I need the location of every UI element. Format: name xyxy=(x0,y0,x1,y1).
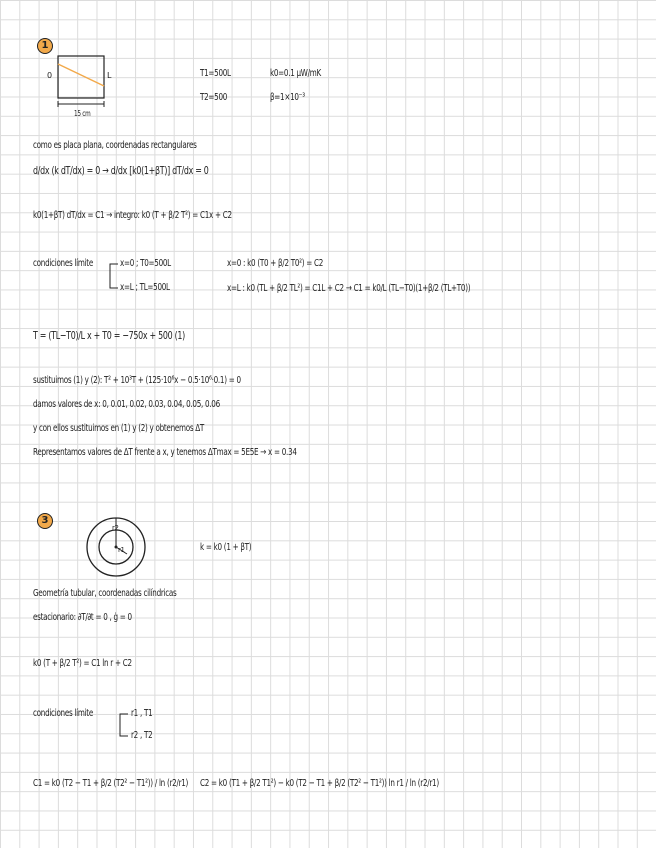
p1-represent-line: Representamos valores de ΔT frente a x, y tenemos ΔTmax = 5E5E → x = 0.34 xyxy=(33,447,297,458)
problem-1-number: 1 xyxy=(37,38,53,54)
p1-bc-label: condiciones límite xyxy=(33,258,93,269)
p3-stationary-eq: estacionario: ∂T/∂t = 0 , ġ = 0 xyxy=(33,612,132,623)
p1-bc-bracket xyxy=(106,258,120,292)
p3-bc2: r2 , T2 xyxy=(131,730,153,741)
p3-c2-eq: C2 = k0 (T1 + β/2 T1²) − k0 (T2 − T1 + β/2 (T2² − T1²)) ln r1 / ln (r2/r1) xyxy=(200,778,439,789)
p1-solution-eq: T = (TL−T0)/L x + T0 = −750x + 500 (1) xyxy=(33,329,185,342)
p3-bc-bracket xyxy=(116,706,130,740)
p3-k-eq: k = k0 (1 + βT) xyxy=(200,542,252,553)
p1-coordinates-line: como es placa plana, coordenadas rectangulares xyxy=(33,140,197,151)
problem-3-number: 3 xyxy=(37,513,53,529)
given-t1: T1=500L xyxy=(200,68,231,79)
p1-integration-eq: k0(1+βT) dT/dx = C1 → integro: k0 (T + β/2 T²) = C1x + C2 xyxy=(33,210,232,221)
p3-c1-eq: C1 = k0 (T2 − T1 + β/2 (T2² − T1²)) / ln (r2/r1) xyxy=(33,778,189,789)
given-beta: β=1×10⁻³ xyxy=(270,92,305,103)
p3-bc1: r1 , T1 xyxy=(131,708,153,719)
plate-right-label: L xyxy=(107,71,112,80)
plate-left-label: 0 xyxy=(47,71,52,80)
p3-geometry-line: Geometría tubular, coordenadas cilíndricas xyxy=(33,588,177,599)
given-t2: T2=500 xyxy=(200,92,228,103)
p1-substitution-line: sustituimos (1) y (2): T² + 10³T + (125·10⁶x − 0.5·10⁶·0.1) = 0 xyxy=(33,375,241,386)
p1-bc1: x=0 ; T0=500L xyxy=(120,258,171,269)
tube-r1-label: r1 xyxy=(118,546,125,554)
p1-values-line: damos valores de x: 0, 0.01, 0.02, 0.03, 0.04, 0.05, 0.06 xyxy=(33,399,220,410)
given-k: k0=0.1 µW/mK xyxy=(270,68,321,79)
p1-differential-eq: d/dx (k dT/dx) = 0 → d/dx [k0(1+βT)] dT/dx = 0 xyxy=(33,164,209,177)
p3-integration-eq: k0 (T + β/2 T²) = C1 ln r + C2 xyxy=(33,658,132,669)
p3-bc-label: condiciones límite xyxy=(33,708,93,719)
p1-bc2-result: x=L : k0 (TL + β/2 TL²) = C1L + C2 → C1 = k0/L (TL−T0)(1+β/2 (TL+T0)) xyxy=(227,283,471,294)
p1-bc2: x=L ; TL=500L xyxy=(120,282,170,293)
p1-substitute-line: y con ellos sustituimos en (1) y (2) y obtenemos ΔT xyxy=(33,423,205,434)
p1-bc1-result: x=0 : k0 (T0 + β/2 T0²) = C2 xyxy=(227,258,324,269)
plate-thickness-label: 15 cm xyxy=(74,109,91,118)
tube-r2-label: r2 xyxy=(112,524,119,532)
